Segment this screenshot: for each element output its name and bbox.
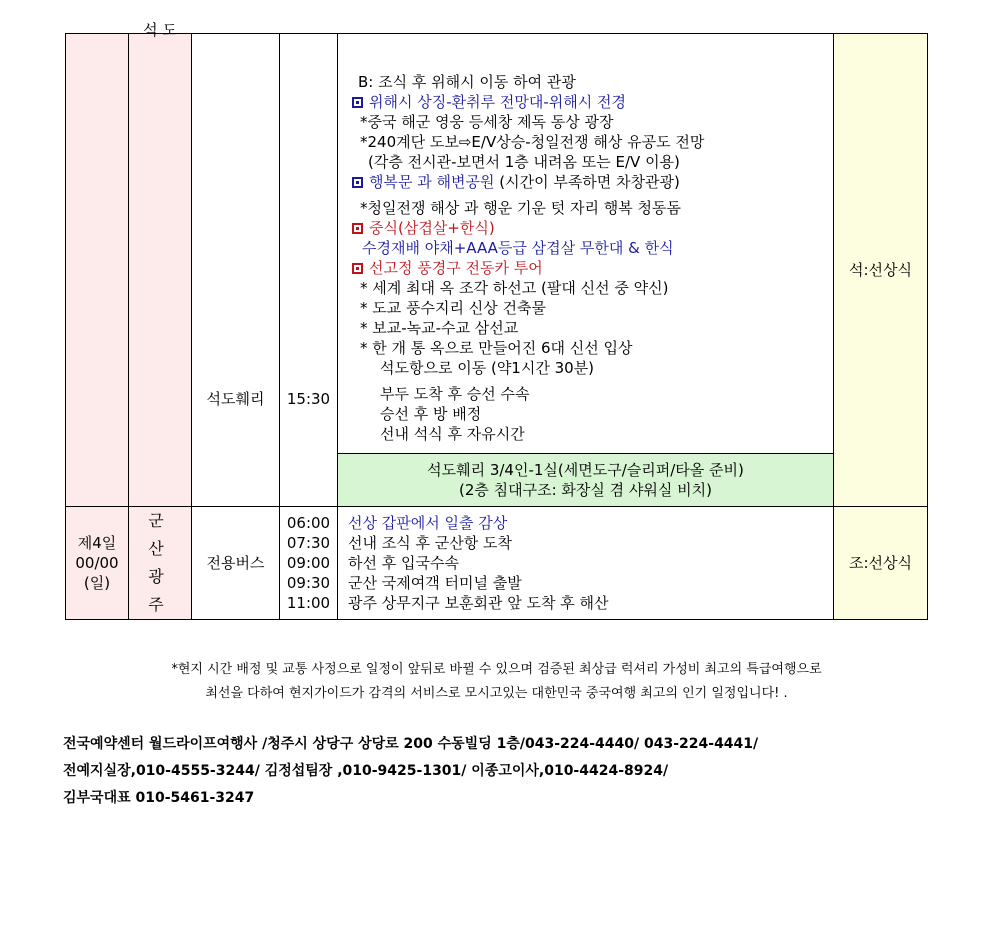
day4-transport: 전용버스: [206, 554, 265, 572]
day4-day-number: 제4일: [77, 534, 117, 552]
day4-meal-cell: [834, 507, 928, 620]
day4-schedule-line: 하선 후 입국수속: [348, 554, 459, 572]
schedule-line: [352, 404, 833, 424]
schedule-line: [352, 132, 833, 152]
schedule-line: [352, 298, 833, 318]
day4-weekday: (일): [83, 574, 111, 592]
day3-time-cell: [280, 34, 338, 507]
schedule-line: [352, 218, 833, 238]
day3-schedule-cell: [338, 34, 834, 454]
schedule-text: *청일전쟁 해상 과 행운 기운 텃 자리 행복 청동돔: [360, 199, 681, 217]
day3-hotel-cell: [338, 454, 834, 507]
schedule-text: *중국 해군 영웅 등세창 제독 동상 광장: [360, 113, 614, 131]
hotel-line-1: 석도훼리 3/4인-1실(세면도구/슬리퍼/타올 준비): [427, 461, 744, 479]
schedule-line: [352, 338, 833, 358]
schedule-line: [352, 278, 833, 298]
day4-transport-cell: [192, 507, 280, 620]
notice-line-1: *현지 시간 배정 및 교통 사정으로 일정이 앞뒤로 바뀔 수 있으며 검증된 최상급 럭셔리 가성비 최고의 특급여행으로: [171, 662, 822, 677]
day4-time: 07:30: [286, 534, 331, 552]
day3-transport-cell: [192, 34, 280, 507]
schedule-text: (각층 전시관-보면서 1층 내려옴 또는 E/V 이용): [368, 153, 680, 171]
day4-region-cell: [129, 507, 192, 620]
schedule-text: B: 조식 후 위해시 이동 하여 관광: [358, 73, 576, 91]
square-bullet-icon: [352, 97, 363, 108]
schedule-text: 선내 석식 후 자유시간: [380, 425, 525, 443]
day4-times-cell: [280, 507, 338, 620]
schedule-text: *240계단 도보⇨E/V상승-청일전쟁 해상 유공도 전망: [360, 133, 705, 151]
day3-region: 석 도: [143, 21, 177, 39]
day3-transport: 석도훼리: [206, 390, 265, 408]
schedule-line: [352, 72, 833, 92]
day4-schedule-line: 선상 갑판에서 일출 감상: [348, 514, 508, 532]
square-bullet-icon: [352, 223, 363, 234]
schedule-text: * 도교 풍수지리 신상 건축물: [360, 299, 546, 317]
day4-region-2: 광 주: [148, 567, 182, 614]
day4-schedule: [338, 513, 833, 613]
day3-day-cell: [66, 34, 129, 507]
day4-time: 09:00: [286, 554, 331, 572]
day3-region-cell: [129, 21, 192, 507]
day4-schedule-cell: [338, 507, 834, 620]
schedule-line: [352, 258, 833, 278]
schedule-line: [352, 112, 833, 132]
day4-time: 11:00: [286, 594, 331, 612]
day4-time: 09:30: [286, 574, 331, 592]
schedule-line: [352, 198, 833, 218]
day4-schedule-line: 군산 국제여객 터미널 출발: [348, 574, 522, 592]
schedule-line: [352, 238, 833, 258]
day3-meal-cell: [834, 34, 928, 507]
schedule-line: [352, 358, 833, 378]
schedule-line: [352, 424, 833, 444]
schedule-line: [352, 384, 833, 404]
schedule-line: [352, 92, 833, 112]
schedule-text: 중식(삼겹살+한식): [369, 219, 495, 237]
hotel-line-2: (2층 침대구조: 화장실 겸 샤워실 비치): [458, 481, 712, 499]
schedule-suffix: (시간이 부족하면 차창관광): [494, 173, 680, 191]
day4-schedule-line: 선내 조식 후 군산항 도착: [348, 534, 512, 552]
footer-line-1: 전국예약센터 월드라이프여행사 /청주시 상당구 상당로 200 수동빌딩 1층/043-224-4440/ 043-224-4441/: [63, 736, 759, 752]
schedule-text: 부두 도착 후 승선 수속: [380, 385, 530, 403]
schedule-line: [352, 172, 833, 192]
day4-meal: 조:선상식: [848, 554, 912, 572]
notice-line-2: 최선을 다하여 현지가이드가 감격의 서비스로 모시고있는 대한민국 중국여행 최고의 인기 일정입니다! .: [205, 686, 788, 701]
schedule-text: * 한 개 통 옥으로 만들어진 6대 신선 입상: [360, 339, 633, 357]
day4-time: 06:00: [286, 514, 331, 532]
itinerary-table: [65, 21, 928, 620]
schedule-text: 승선 후 방 배정: [380, 405, 482, 423]
schedule-text: * 세계 최대 옥 조각 하선고 (팔대 신선 중 약신): [360, 279, 669, 297]
footer-line-2: 전예지실장,010-4555-3244/ 김정섭팀장 ,010-9425-1301/ 이종고이사,010-4424-8924/: [63, 763, 669, 779]
schedule-text: 수경재배 야채+AAA등급 삼겹살 무한대 & 한식: [362, 239, 674, 257]
schedule-text: 선고정 풍경구 전동카 투어: [369, 259, 543, 277]
day3-meal: 석:선상식: [848, 261, 912, 279]
schedule-text: 위해시 상징-환취루 전망대-위해시 전경: [369, 93, 626, 111]
day4-date: 00/00: [75, 554, 119, 572]
day4-schedule-line: 광주 상무지구 보훈회관 앞 도착 후 해산: [348, 594, 609, 612]
square-bullet-icon: [352, 177, 363, 188]
footer-line-3: 김부국대표 010-5461-3247: [63, 790, 255, 806]
square-bullet-icon: [352, 263, 363, 274]
day3-schedule: [338, 34, 833, 444]
schedule-text: 석도항으로 이동 (약1시간 30분): [380, 359, 595, 377]
schedule-text: * 보교-녹교-수교 삼선교: [360, 319, 519, 337]
schedule-text: 행복문 과 해변공원: [369, 173, 495, 191]
day4-region-1: 군 산: [148, 511, 182, 558]
day4-day-cell: [66, 507, 129, 620]
day3-time: 15:30: [286, 390, 331, 408]
schedule-line: [352, 152, 833, 172]
schedule-line: [352, 318, 833, 338]
